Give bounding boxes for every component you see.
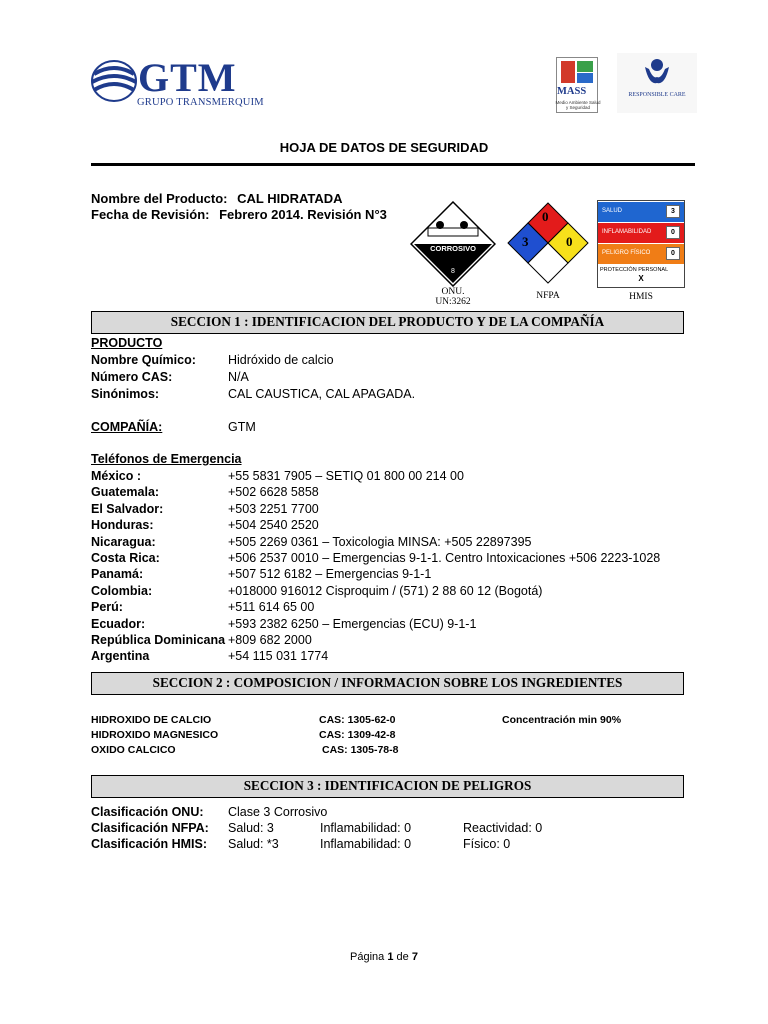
phone-row	[91, 534, 532, 549]
ingredient-name: HIDROXIDO MAGNESICO	[91, 729, 219, 741]
hmis-row-flammability	[598, 223, 684, 243]
company-value: GTM	[228, 420, 256, 434]
phone-country: El Salvador:	[91, 501, 164, 516]
page-number: 1	[387, 951, 394, 963]
hmis-row-physical	[598, 244, 684, 264]
classification-label: Clasificación HMIS:	[91, 837, 207, 851]
cas-label: Número CAS:	[91, 370, 173, 384]
synonyms-row	[91, 387, 416, 401]
classification-value: Clase 3 Corrosivo	[228, 805, 328, 819]
phone-number: +504 2540 2520	[228, 518, 319, 533]
phone-country: Argentina	[91, 649, 150, 664]
section2-header: SECCION 2 : COMPOSICION / INFORMACION SOBRE LOS INGREDIENTES	[91, 672, 684, 695]
classification-value: Físico: 0	[463, 837, 511, 851]
product-name-value: CAL HIDRATADA	[237, 191, 343, 206]
phone-row	[91, 469, 464, 483]
classification-row	[91, 805, 328, 819]
phone-row	[91, 518, 319, 533]
cas-row	[91, 370, 249, 384]
ingredient-cas: CAS: 1305-78-8	[322, 744, 399, 756]
phone-number: +809 682 2000	[228, 633, 312, 647]
phone-country: Panamá:	[91, 567, 144, 582]
phone-number: +511 614 65 00	[228, 600, 315, 615]
hmis-health-value: 3	[666, 205, 680, 218]
classification-label: Clasificación ONU:	[91, 805, 204, 819]
phone-number: +506 2537 0010 – Emergencias 9-1-1. Centro Intoxicaciones +506 2223-1028	[228, 551, 661, 565]
classification-value: Reactividad: 0	[463, 821, 543, 835]
company-row	[91, 420, 256, 434]
phone-number: +505 2269 0361 – Toxicologia MINSA: +505 22897395	[228, 534, 532, 549]
page-footer	[0, 951, 768, 963]
revision-value: Febrero 2014. Revisión N°3	[219, 207, 387, 222]
synonyms-value: CAL CAUSTICA, CAL APAGADA.	[228, 387, 416, 401]
hmis-flammability-label: INFLAMABILIDAD	[602, 229, 652, 235]
classification-label: Clasificación NFPA:	[91, 821, 209, 835]
logo-text: GTM	[138, 55, 237, 100]
hmis-flammability-value: 0	[666, 226, 680, 239]
section3-header: SECCION 3 : IDENTIFICACION DE PELIGROS	[91, 775, 684, 798]
phone-number: +507 512 6182 – Emergencias 9-1-1	[228, 567, 432, 582]
chemical-name-label: Nombre Químico:	[91, 353, 196, 367]
mass-text: MASS	[557, 86, 587, 97]
classification-value: Inflamabilidad: 0	[320, 821, 412, 835]
hmis-health-label: SALUD	[602, 208, 623, 214]
phone-country: Costa Rica:	[91, 551, 160, 565]
phone-number: +54 115 031 1774	[228, 649, 329, 664]
classification-row	[91, 821, 543, 835]
page-word: Página	[350, 951, 385, 963]
section1-header: SECCION 1 : IDENTIFICACION DEL PRODUCTO Y DE LA COMPAÑÍA	[91, 311, 684, 334]
hmis-physical-value: 0	[666, 247, 680, 260]
classification-value: Inflamabilidad: 0	[320, 837, 412, 851]
producto-heading: PRODUCTO	[91, 336, 163, 350]
product-name-label: Nombre del Producto:	[91, 191, 228, 206]
phone-row	[91, 649, 329, 664]
nfpa-fire-value: 0	[542, 209, 549, 224]
logo-subtitle: GRUPO TRANSMERQUIM	[137, 97, 264, 108]
phone-row	[91, 551, 661, 565]
hand-leaf-icon	[557, 58, 597, 86]
page-title: HOJA DE DATOS DE SEGURIDAD	[279, 140, 489, 155]
hmis-caption: HMIS	[629, 292, 653, 302]
hmis-ppe-label: PROTECCIÓN PERSONAL	[600, 267, 669, 273]
phone-country: Ecuador:	[91, 616, 146, 631]
phone-row	[91, 583, 543, 598]
revision-label: Fecha de Revisión:	[91, 207, 210, 222]
chemical-name-row	[91, 353, 334, 367]
ingredient-name: HIDROXIDO DE CALCIO	[91, 714, 212, 726]
synonyms-label: Sinónimos:	[91, 387, 160, 401]
phone-country: México :	[91, 469, 142, 483]
nfpa-caption: NFPA	[536, 291, 560, 301]
phone-number: +018000 916012 Cisproquim / (571) 2 88 60 12 (Bogotá)	[228, 583, 543, 598]
hmis-ppe-value: X	[638, 274, 644, 283]
hmis-label	[597, 200, 685, 288]
phone-country: Colombia:	[91, 583, 153, 598]
phone-row	[91, 501, 319, 516]
phone-country: Guatemala:	[91, 485, 160, 500]
product-name-line	[91, 191, 343, 206]
cas-value: N/A	[228, 370, 249, 384]
responsible-care-logo	[617, 53, 697, 113]
classification-value: Salud: *3	[228, 837, 279, 851]
hmis-physical-label: PELIGRO FÍSICO	[602, 250, 651, 256]
phone-country: Perú:	[91, 600, 123, 615]
phone-country: Honduras:	[91, 518, 154, 533]
responsible-care-text: RESPONSIBLE CARE	[628, 92, 686, 98]
phone-row	[91, 485, 319, 500]
nfpa-health-value: 3	[522, 234, 529, 249]
gtm-logo	[90, 58, 138, 107]
corrosive-class: 8	[451, 268, 455, 275]
ingredient-cas: CAS: 1305-62-0	[319, 714, 396, 726]
phone-country: República Dominicana	[91, 633, 226, 647]
company-label: COMPAÑÍA:	[91, 420, 163, 434]
revision-line	[91, 207, 387, 222]
phone-row	[91, 567, 432, 582]
phone-row	[91, 600, 315, 615]
of-word: de	[396, 951, 409, 963]
phone-row	[91, 633, 312, 647]
title-divider	[91, 163, 695, 166]
ingredient-concentration: Concentración min 90%	[502, 714, 622, 726]
onu-caption: ONU. UN:3262	[435, 287, 471, 307]
page-total: 7	[411, 951, 418, 963]
classification-value: Salud: 3	[228, 821, 274, 835]
ingredient-name: OXIDO CALCICO	[91, 744, 176, 756]
nfpa-reactivity-value: 0	[566, 234, 573, 249]
phone-country: Nicaragua:	[91, 534, 156, 549]
phone-row	[91, 616, 477, 631]
phone-number: +503 2251 7700	[228, 501, 319, 516]
phones-heading: Teléfonos de Emergencia	[91, 452, 242, 466]
classification-row	[91, 837, 511, 851]
ingredient-cas: CAS: 1309-42-8	[319, 729, 396, 741]
hmis-row-health	[598, 202, 684, 222]
hands-icon	[617, 53, 697, 89]
mass-subtitle: Medio Ambiente Salud y Seguridad	[555, 100, 601, 110]
corrosive-label: CORROSIVO	[430, 244, 476, 253]
phone-number: +502 6628 5858	[228, 485, 319, 500]
globe-icon	[90, 58, 138, 104]
phone-number: +593 2382 6250 – Emergencias (ECU) 9-1-1	[228, 616, 477, 631]
phone-number: +55 5831 7905 – SETIQ 01 800 00 214 00	[228, 469, 464, 483]
chemical-name-value: Hidróxido de calcio	[228, 353, 334, 367]
